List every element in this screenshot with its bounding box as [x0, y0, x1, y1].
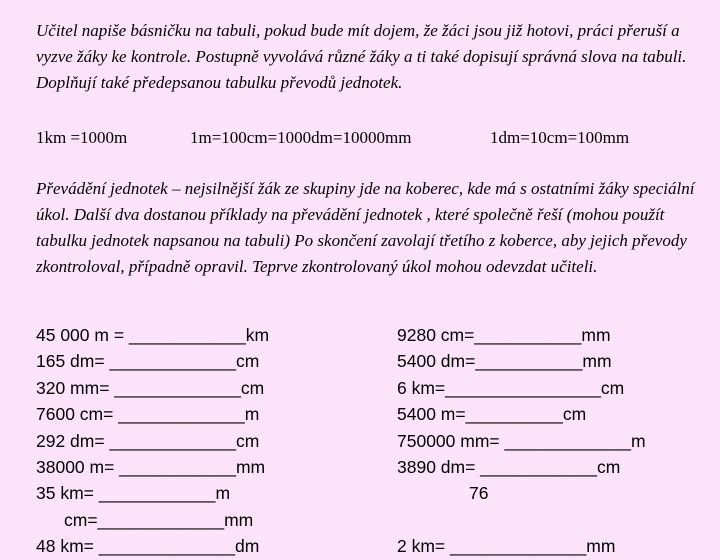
exercise-item: 750000 mm= _____________m [397, 430, 646, 451]
exercise-column-left [36, 322, 269, 560]
exercise-item: 320 mm= _____________cm [36, 377, 265, 398]
unit-conversion-m: 1m=100cm=1000dm=10000mm [190, 128, 412, 147]
exercise-item: 3890 dm= ____________cm [397, 456, 621, 477]
exercise-item: 45 000 m = ____________km [36, 325, 270, 345]
unit-conversion-dm: 1dm=10cm=100mm [490, 128, 630, 147]
exercise-item: 5400 dm=___________mm [397, 351, 612, 372]
exercise-item: 38000 m= ____________mm [36, 456, 266, 477]
exercise-item: 48 km= ______________dm [36, 536, 260, 557]
unit-conversion-km: 1km =1000m [36, 128, 128, 147]
exercise-item [397, 507, 646, 533]
exercise-column-right [397, 322, 646, 560]
exercise-item: 7600 cm= _____________m [36, 404, 260, 425]
exercise-item: cm=_____________mm [64, 509, 254, 530]
exercise-item: 6 km=________________cm [397, 377, 625, 398]
exercise-item: 9280 cm=___________mm [397, 325, 611, 345]
exercise-item: 292 dm= _____________cm [36, 430, 260, 451]
exercise-item: 2 km= ______________mm [397, 536, 616, 557]
exercise-item: 5400 m=__________cm [397, 404, 587, 425]
instruction-paragraph-teacher: Učitel napiše básničku na tabuli, pokud bude mít dojem, že žáci jsou již hotovi, práci přeruší a vyzve žáky ke kontrole. Postupně vyvolává různé žáky a ti také dopisují správná slova na tabuli. Doplňují také předepsanou tabulku převodů jednotek. [36, 21, 687, 92]
exercise-item: 165 dm= _____________cm [36, 351, 260, 372]
exercise-item: 35 km= ____________m [36, 483, 231, 504]
instruction-paragraph-conversion: Převádění jednotek – nejsilnější žák ze skupiny jde na koberec, kde má s ostatními žáky speciální úkol. Další dva dostanou příklady na převádění jednotek , které společně řeší (mohou použít tabulku jednotek napsanou na tabuli) Po skončení zavolají třetího z koberce, aby jejich převody zkontroloval, případně opravil. Teprve zkontrolovaný úkol mohou odevzdat učiteli. [36, 179, 695, 276]
exercise-item: 76 [469, 483, 489, 504]
